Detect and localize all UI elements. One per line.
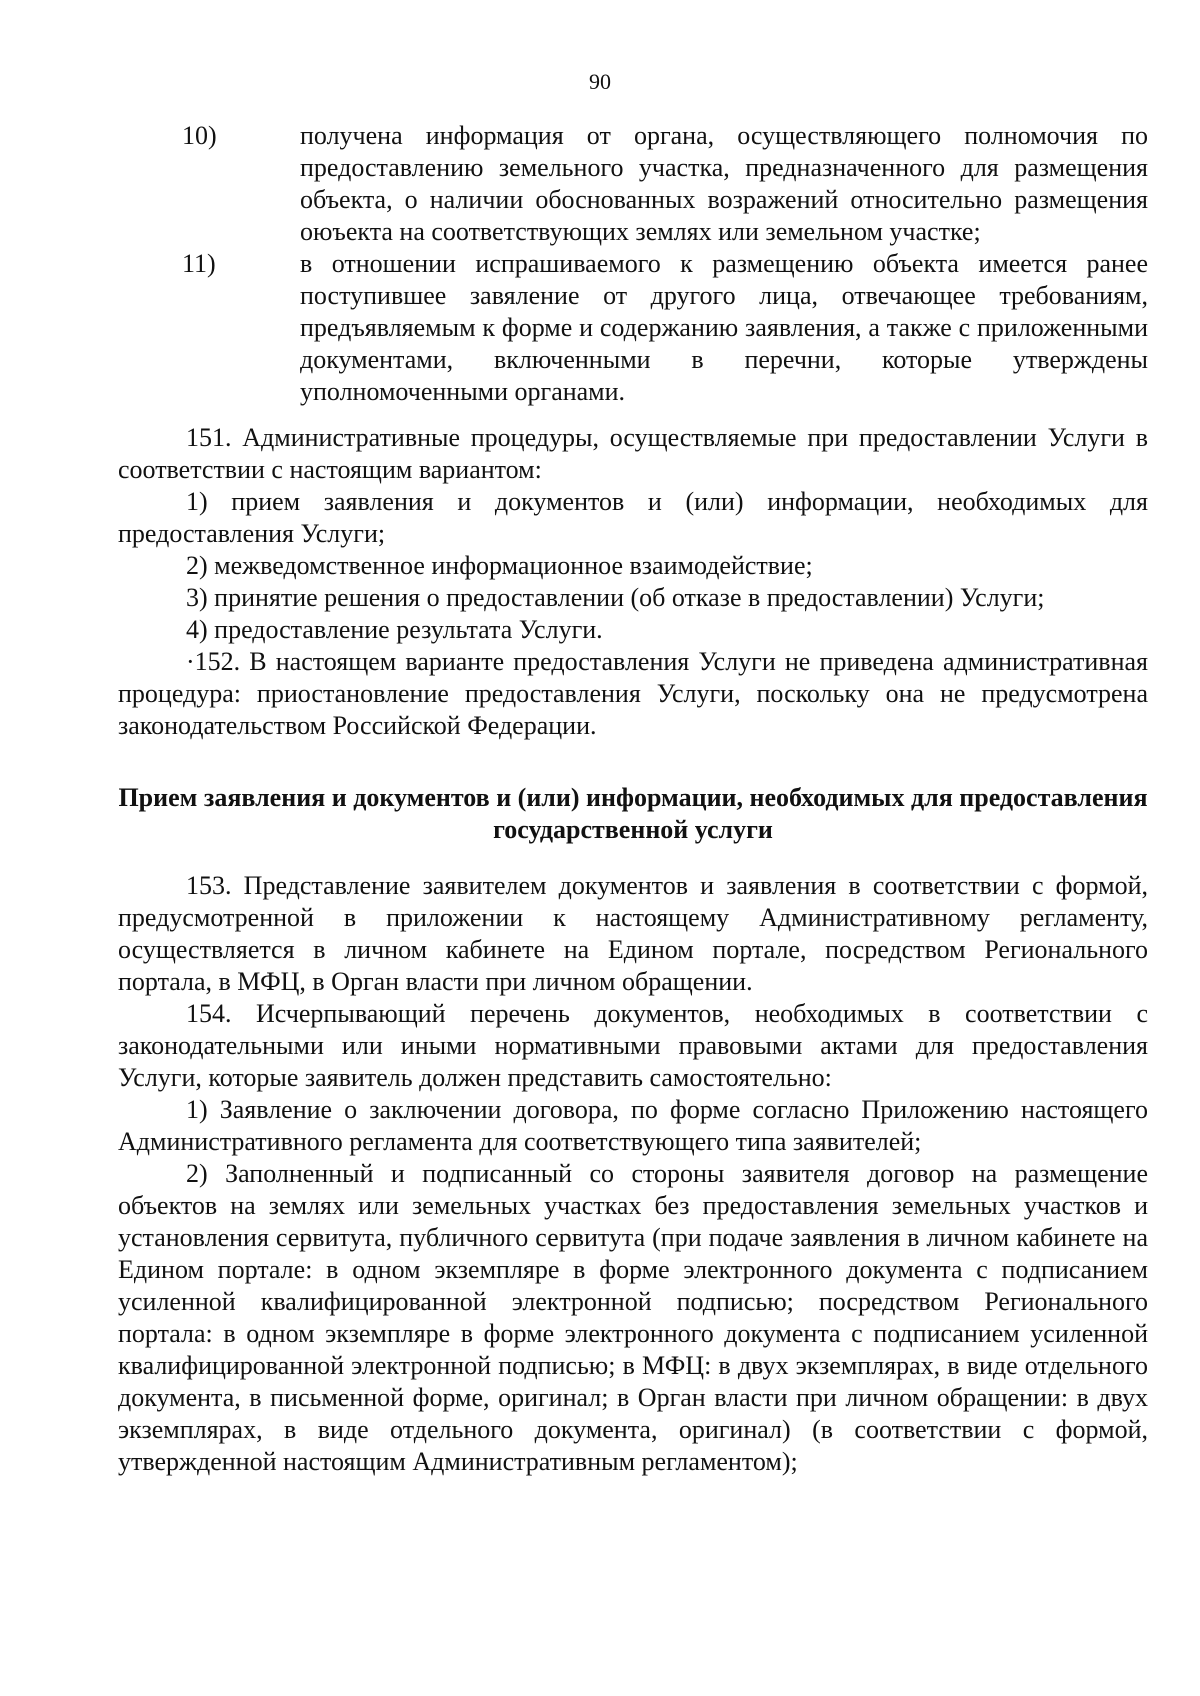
section-heading: Прием заявления и документов и (или) информации, необходимых для предоставления государственной услуги: [118, 783, 1148, 844]
list-item-11: [118, 248, 1148, 408]
page-number: 90: [589, 69, 611, 94]
paragraph-151-item-3: 3) принятие решения о предоставлении (об отказе в предоставлении) Услуги;: [186, 583, 1045, 612]
list-item-number: 10): [182, 121, 217, 150]
paragraph-154-item-2: 2) Заполненный и подписанный со стороны заявителя договор на размещение объектов на землях или земельных участках без предоставления земельных участков и установления сервитута, публичного сервитута (при подаче заявления в личном кабинете на Едином портале: в одном экземпляре в форме электронного документа с подписанием усиленной квалифицированной электронной подписью; посредством Регионального портала: в одном экземпляре в форме электронного документа с подписанием усиленной квалифицированной электронной подписью; в МФЦ: в двух экземплярах, в виде отдельного документа, в письменной форме, оригинал; в Орган власти при личном обращении: в двух экземплярах, в виде отдельного документа, оригинал) (в соответствии с формой, утвержденной настоящим Административным регламентом);: [118, 1159, 1148, 1476]
list-item-text: получена информация от органа, осуществляющего полномочия по предоставлению земельного участка, предназначенного для размещения объекта, о наличии обоснованных возражений относительно размещения оюъекта на соответствующих землях или земельном участке;: [300, 121, 1148, 246]
paragraph-154-item-1: 1) Заявление о заключении договора, по форме согласно Приложению настоящего Административного регламента для соответствующего типа заявителей;: [118, 1095, 1148, 1156]
list-item-text: в отношении испрашиваемого к размещению объекта имеется ранее поступившее завяление от другого лица, отвечающее требованиям, предъявляемым к форме и содержанию заявления, а также с приложенными документами, включенными в перечни, которые утверждены уполномоченными органами.: [300, 249, 1148, 406]
list-item-number: 11): [182, 249, 216, 278]
paragraph-151: 151. Административные процедуры, осуществляемые при предоставлении Услуги в соответствии с настоящим вариантом:: [118, 423, 1148, 484]
document-body: [118, 120, 1148, 1478]
paragraph-154: 154. Исчерпывающий перечень документов, необходимых в соответствии с законодательными или иными нормативными правовыми актами для предоставления Услуги, которые заявитель должен представить самостоятельно:: [118, 999, 1148, 1092]
paragraph-152: ·152. В настоящем варианте предоставления Услуги не приведена административная процедура: приостановление предоставления Услуги, поскольку она не предусмотрена законодательством Российской Федерации.: [118, 647, 1148, 740]
paragraph-151-item-1: 1) прием заявления и документов и (или) информации, необходимых для предоставления Услуги;: [118, 487, 1148, 548]
list-item-10: [118, 120, 1148, 248]
paragraph-153: 153. Представление заявителем документов и заявления в соответствии с формой, предусмотренной в приложении к настоящему Административному регламенту, осуществляется в личном кабинете на Едином портале, посредством Регионального портала, в МФЦ, в Орган власти при личном обращении.: [118, 871, 1148, 996]
paragraph-151-item-4: 4) предоставление результата Услуги.: [186, 615, 603, 644]
paragraph-151-item-2: 2) межведомственное информационное взаимодействие;: [186, 551, 813, 580]
